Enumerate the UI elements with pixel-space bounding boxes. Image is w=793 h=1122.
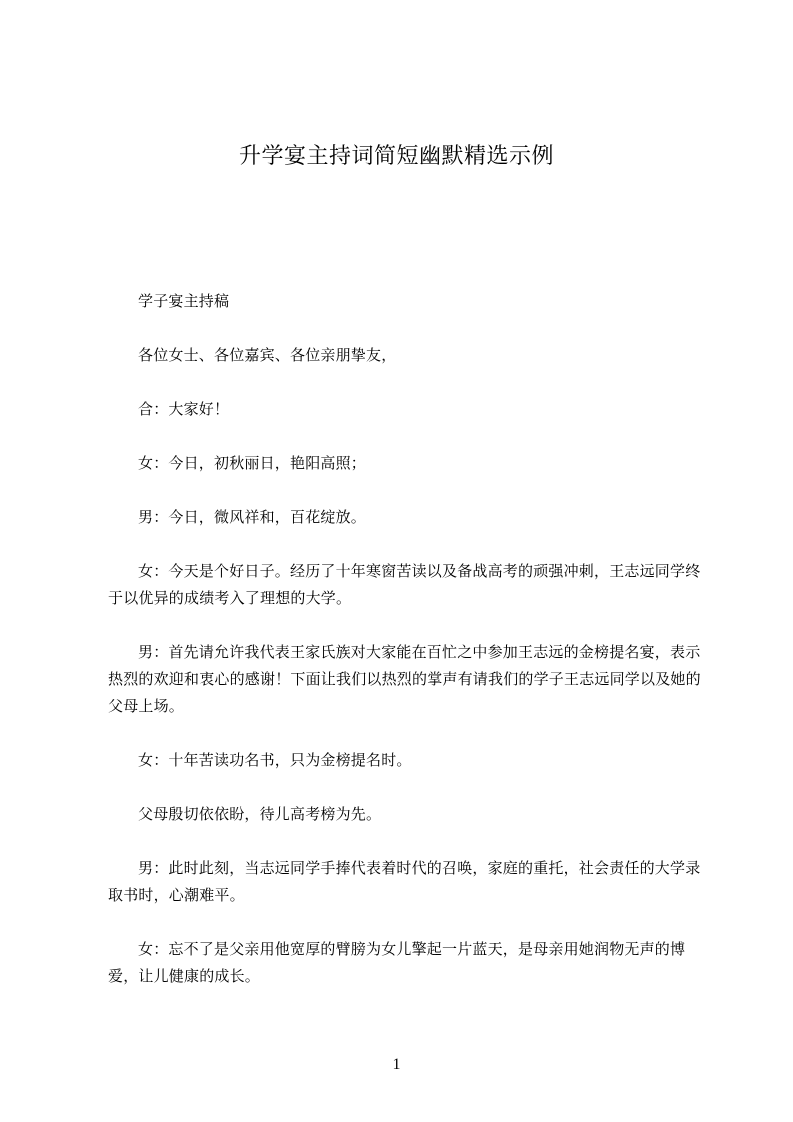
paragraph: 父母殷切依依盼，待儿高考榜为先。 [138, 805, 382, 823]
paragraph: 女：今天是个好日子。经历了十年寒窗苦读以及备战高考的顽强冲刺，王志远同学终于以优异的成绩考入了理想的大学。 [108, 562, 701, 607]
paragraph: 男：首先请允许我代表王家氏族对大家能在百忙之中参加王志远的金榜提名宴，表示热烈的欢迎和衷心的感谢！下面让我们以热烈的掌声有请我们的学子王志远同学以及她的父母上场。 [108, 643, 701, 715]
paragraph: 男：今日，微风祥和，百花绽放。 [138, 508, 367, 526]
page-number: 1 [392, 1056, 401, 1073]
paragraph: 各位女士、各位嘉宾、各位亲朋挚友， [138, 346, 397, 364]
paragraph: 女：十年苦读功名书，只为金榜提名时。 [138, 751, 412, 769]
document-title: 升学宴主持词简短幽默精选示例 [238, 144, 554, 169]
paragraph: 合：大家好！ [138, 400, 230, 418]
paragraph: 女：今日，初秋丽日，艳阳高照； [138, 454, 367, 472]
document-body [108, 288, 703, 1017]
paragraph: 学子宴主持稿 [138, 292, 230, 310]
paragraph: 女：忘不了是父亲用他宽厚的臂膀为女儿擎起一片蓝天，是母亲用她润物无声的博爱，让儿健康的成长。 [108, 940, 686, 985]
paragraph: 男：此时此刻，当志远同学手捧代表着时代的召唤，家庭的重托，社会责任的大学录取书时，心潮难平。 [108, 859, 701, 904]
